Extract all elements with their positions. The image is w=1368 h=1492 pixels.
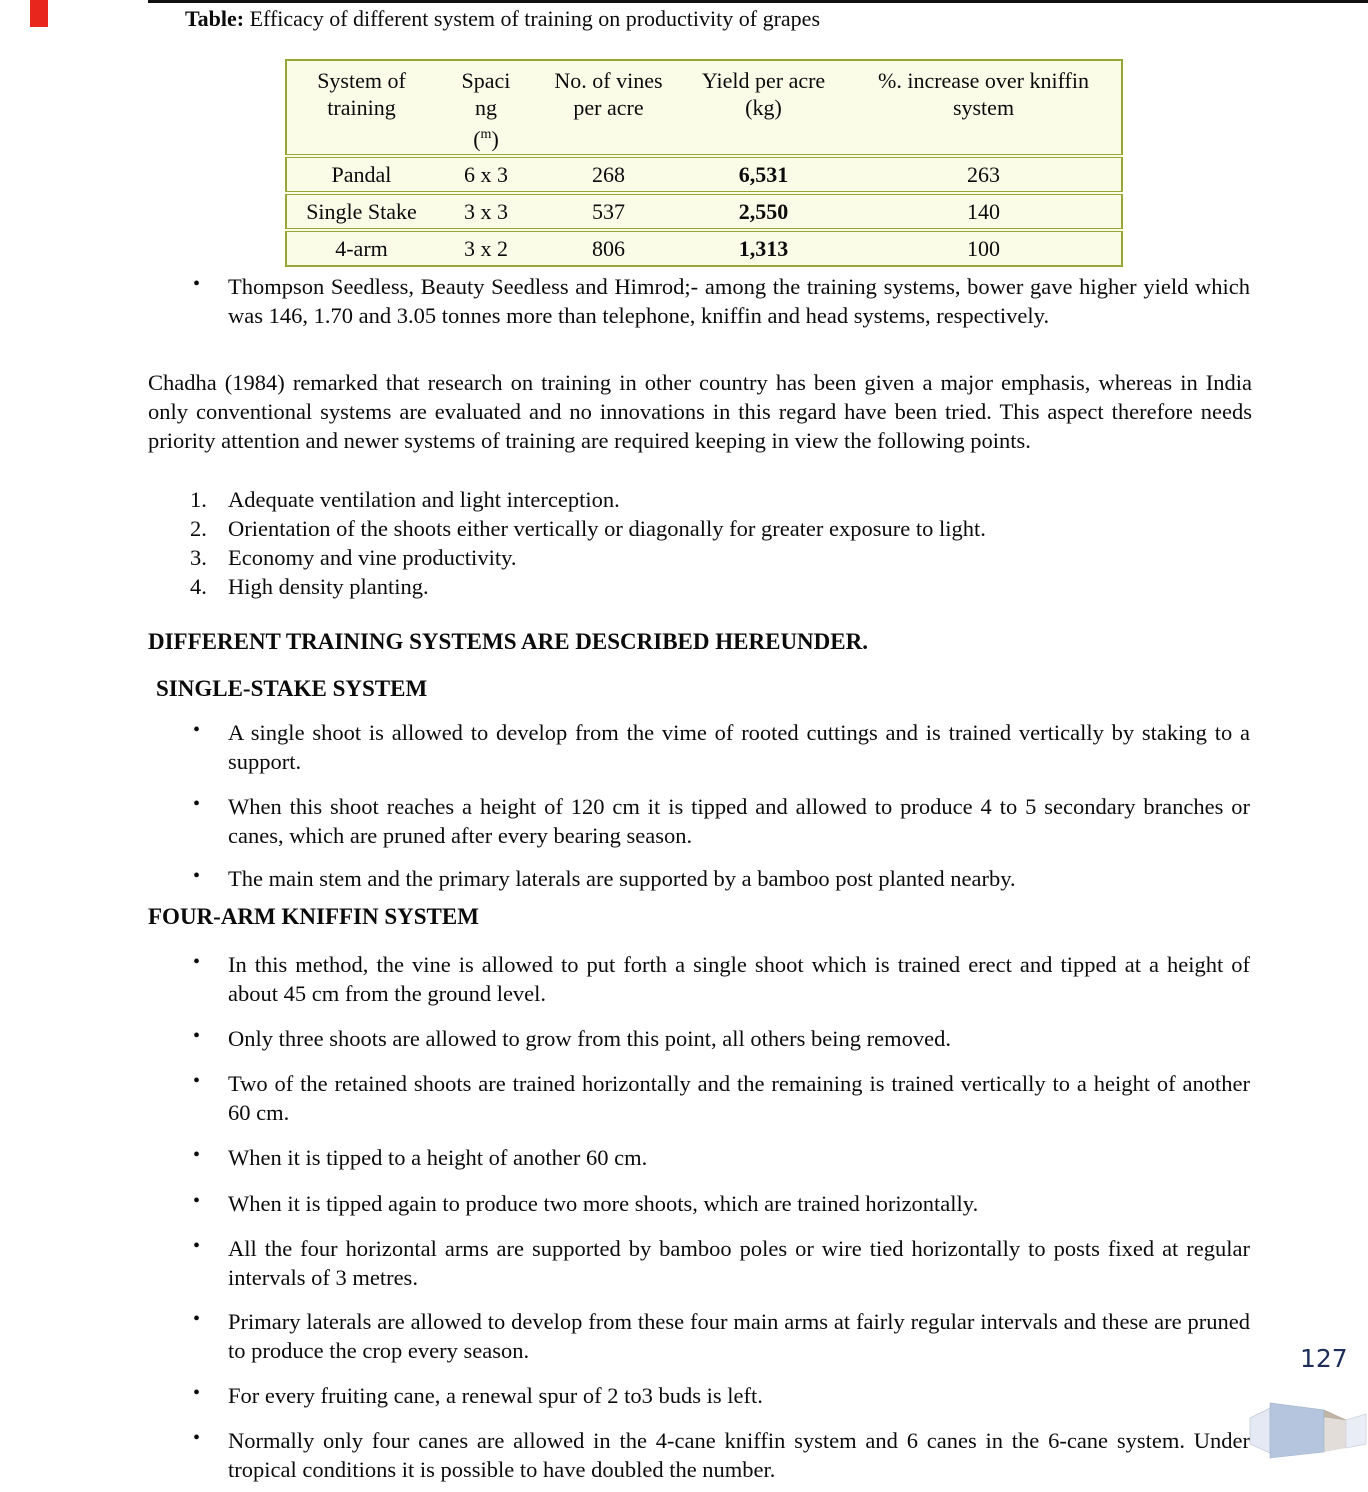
list-item: 3. Economy and vine productivity.: [190, 545, 517, 570]
four-arm-bullet: • Primary laterals are allowed to develop from these four main arms at fairly regular intervals and these are pruned to produce the crop every season.: [228, 1307, 1250, 1365]
bullet-icon: •: [193, 1308, 201, 1330]
cell-vines: 268: [536, 156, 681, 193]
list-item: 1. Adequate ventilation and light interception.: [190, 487, 620, 512]
cell-increase: 140: [846, 193, 1122, 230]
bullet-icon: •: [193, 1070, 201, 1092]
table-row: [286, 230, 1122, 266]
cell-system: Pandal: [286, 156, 436, 193]
single-stake-bullet: • The main stem and the primary laterals are supported by a bamboo post planted nearby.: [228, 864, 1250, 893]
chadha-paragraph: Chadha (1984) remarked that research on training in other country has been given a major emphasis, whereas in India only conventional systems are evaluated and no innovations in this regard have been tried. This aspect therefore needs priority attention and newer systems of training are required keeping in view the following points.: [148, 370, 1252, 453]
efficacy-table-grid: [285, 59, 1123, 267]
header-system-of-training: System of training: [317, 68, 406, 120]
points-list: [190, 485, 1288, 601]
list-number: 3.: [190, 545, 207, 570]
cell-spacing: 3 x 3: [436, 193, 536, 230]
four-arm-bullet: • In this method, the vine is allowed to put forth a single shoot which is trained erect and tipped at a height of about 45 cm from the ground level.: [228, 950, 1250, 1008]
list-number: 4.: [190, 574, 207, 599]
list-item: 4. High density planting.: [190, 574, 429, 599]
bullet-icon: •: [193, 1427, 201, 1449]
header-percent-increase: %. increase over kniffin system: [878, 68, 1089, 120]
table-caption: [185, 5, 820, 32]
four-arm-bullet: • All the four horizontal arms are supported by bamboo poles or wire tied horizontally to posts fixed at regular intervals of 3 metres.: [228, 1234, 1250, 1292]
intro-bullet-text: Thompson Seedless, Beauty Seedless and Himrod;- among the training systems, bower gave higher yield which was 146, 1.70 and 3.05 tonnes more than telephone, kniffin and head systems, respectively.: [228, 274, 1250, 328]
cell-yield: 2,550: [681, 193, 846, 230]
single-stake-bullet: • When this shoot reaches a height of 120 cm it is tipped and allowed to produce 4 to 5 secondary branches or canes, which are pruned after every bearing season.: [228, 792, 1250, 850]
table-header-row: [286, 60, 1122, 156]
table-caption-text: Efficacy of different system of training on productivity of grapes: [244, 6, 821, 31]
four-arm-bullet: • When it is tipped again to produce two more shoots, which are trained horizontally.: [228, 1189, 1250, 1218]
efficacy-table: [285, 59, 1123, 267]
intro-bullet: [193, 272, 1250, 330]
four-arm-heading: FOUR-ARM KNIFFIN SYSTEM: [148, 904, 479, 929]
list-number: 2.: [190, 516, 207, 541]
bullet-icon: •: [193, 719, 201, 741]
bullet-icon: •: [193, 1025, 201, 1047]
top-divider-rule: [148, 0, 1368, 3]
four-arm-bullet: • Only three shoots are allowed to grow from this point, all others being removed.: [228, 1024, 1250, 1053]
table-caption-label: Table:: [185, 6, 245, 31]
corner-3d-box-graphic: [1248, 1400, 1368, 1460]
cell-system: 4-arm: [286, 230, 436, 266]
cell-spacing: 6 x 3: [436, 156, 536, 193]
bullet-icon: •: [193, 1144, 201, 1166]
bullet-icon: •: [193, 1190, 201, 1212]
cell-increase: 263: [846, 156, 1122, 193]
cell-system: Single Stake: [286, 193, 436, 230]
bullet-icon: •: [193, 793, 201, 815]
four-arm-bullet: • For every fruiting cane, a renewal spur of 2 to3 buds is left.: [228, 1381, 1250, 1410]
header-vines-per-acre: No. of vines per acre: [554, 68, 663, 120]
cell-spacing: 3 x 2: [436, 230, 536, 266]
red-mark: [30, 0, 48, 27]
four-arm-bullet: • When it is tipped to a height of another 60 cm.: [228, 1143, 1250, 1172]
cell-yield: 1,313: [681, 230, 846, 266]
single-stake-heading: SINGLE-STAKE SYSTEM: [156, 676, 428, 701]
header-spacing: Spaci ng ($^m$): [461, 68, 511, 152]
list-item: 2. Orientation of the shoots either vertically or diagonally for greater exposure to light.: [190, 516, 986, 541]
cell-vines: 537: [536, 193, 681, 230]
table-row: [286, 156, 1122, 193]
list-number: 1.: [190, 487, 207, 512]
cell-yield: 6,531: [681, 156, 846, 193]
four-arm-bullet: • Two of the retained shoots are trained horizontally and the remaining is trained vertically to a height of another 60 cm.: [228, 1069, 1250, 1127]
bullet-icon: •: [193, 273, 201, 295]
main-heading: DIFFERENT TRAINING SYSTEMS ARE DESCRIBED HEREUNDER.: [148, 629, 868, 654]
cell-vines: 806: [536, 230, 681, 266]
single-stake-bullet: • A single shoot is allowed to develop from the vime of rooted cuttings and is trained vertically by staking to a support.: [228, 718, 1250, 776]
header-yield-per-acre: Yield per acre (kg): [701, 68, 826, 120]
page-number: 127: [1300, 1344, 1348, 1373]
table-row: [286, 193, 1122, 230]
bullet-icon: •: [193, 951, 201, 973]
bullet-icon: •: [193, 865, 201, 887]
bullet-icon: •: [193, 1382, 201, 1404]
bullet-icon: •: [193, 1235, 201, 1257]
cell-increase: 100: [846, 230, 1122, 266]
four-arm-bullet: • Normally only four canes are allowed in the 4-cane kniffin system and 6 canes in the 6-cane system. Under tropical conditions it is possible to have doubled the number.: [228, 1426, 1250, 1484]
